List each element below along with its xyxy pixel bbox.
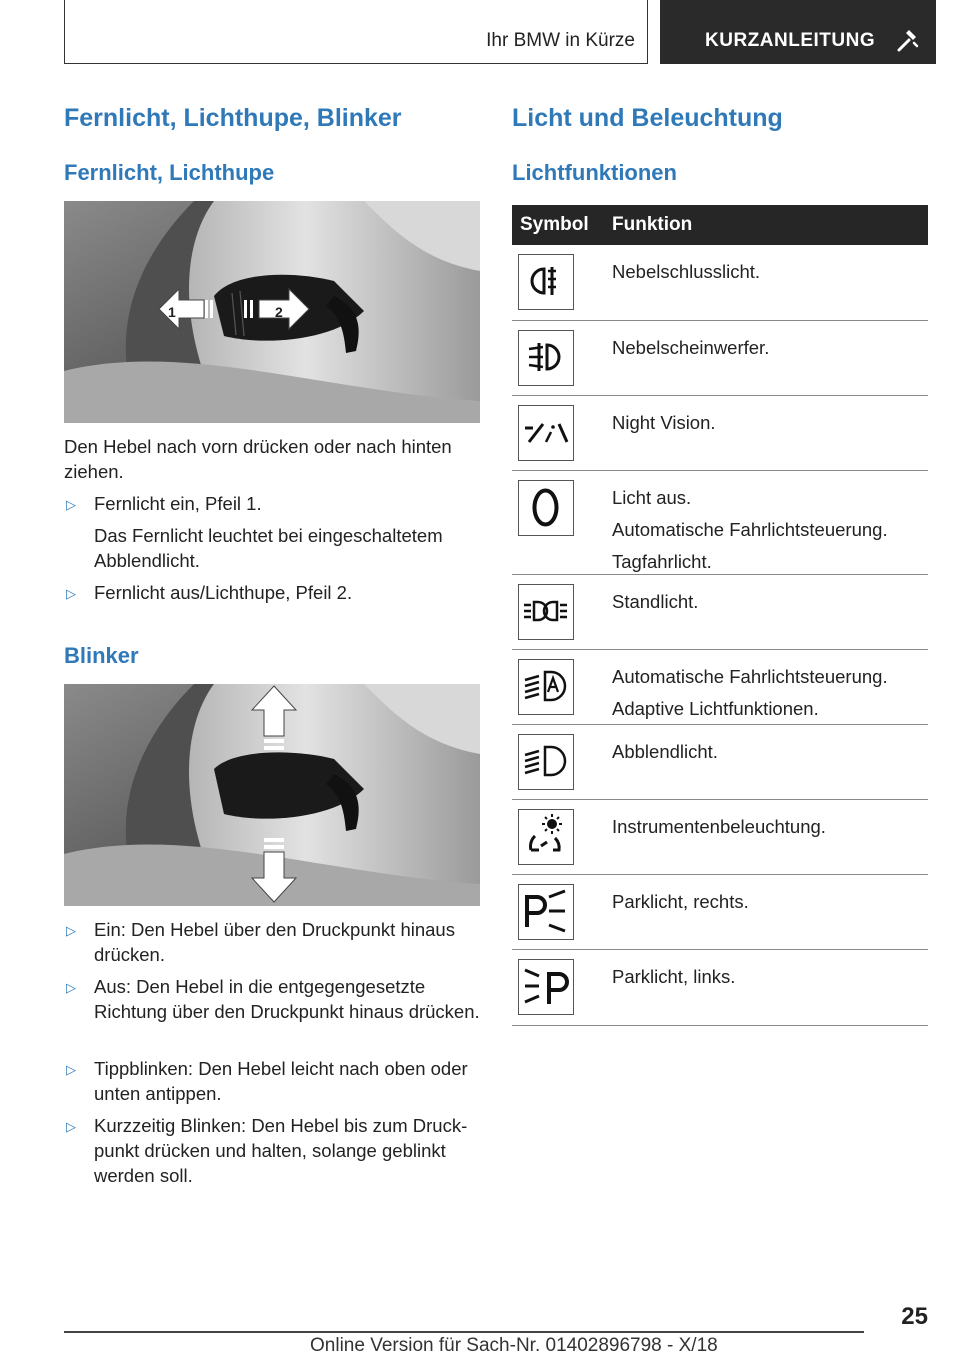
- bullet-text: Aus: Den Hebel in die entgegengesetzte Richtung über den Druckpunkt hinaus drücken.: [94, 976, 480, 1022]
- page-number: 25: [901, 1303, 928, 1330]
- function-line: Standlicht.: [612, 591, 699, 612]
- function-line: Night Vision.: [612, 412, 716, 433]
- high-beam-bullet-2: [64, 580, 480, 605]
- footer-divider: [64, 1331, 864, 1333]
- table-row: [512, 950, 928, 1026]
- header-section-title: Ihr BMW in Kürze: [486, 30, 635, 51]
- turn-signal-bullet-1: [64, 917, 480, 967]
- bullet-text: Kurzzeitig Blinken: Den Hebel bis zum Druckpunkt drücken und halten, solange geblinkt werden soll.: [94, 1115, 468, 1186]
- bullet-text: Fernlicht aus/Lichthupe, Pfeil 2.: [94, 582, 353, 603]
- table-row: [512, 875, 928, 950]
- arrow-label-1: 1: [168, 304, 176, 320]
- subsection-title-light-functions: Lichtfunktionen: [512, 160, 677, 185]
- function-text: [612, 811, 924, 843]
- function-text: [612, 407, 924, 439]
- high-beam-bullet-1: [64, 491, 480, 516]
- table-header-function: Funktion: [612, 214, 693, 235]
- table-row: [512, 575, 928, 650]
- function-line: Automatische Fahrlichtsteuerung.: [612, 666, 888, 687]
- bullet-text: Fernlicht ein, Pfeil 1.: [94, 493, 262, 514]
- table-row: [512, 725, 928, 800]
- table-row: [512, 396, 928, 471]
- bullet-triangle-icon: ▷: [66, 497, 76, 512]
- function-line: Tagfahrlicht.: [612, 551, 712, 572]
- side-light-icon: [518, 584, 574, 640]
- table-row: [512, 800, 928, 875]
- parking-light-right-icon: [518, 884, 574, 940]
- high-beam-bullet-1-detail: Das Fernlicht leuchtet bei eingeschaltetem Abblendlicht.: [94, 525, 443, 571]
- function-text: [612, 256, 924, 288]
- function-text: [612, 961, 924, 993]
- function-line: Adaptive Lichtfunktionen.: [612, 698, 819, 719]
- turn-signal-bullet-4: [64, 1113, 480, 1188]
- function-line: Automatische Fahrlichtsteuerung.: [612, 519, 888, 540]
- function-text: [612, 886, 924, 918]
- bullet-triangle-icon: ▷: [66, 1119, 76, 1134]
- function-line: Parklicht, links.: [612, 966, 736, 987]
- function-text: [612, 736, 924, 768]
- high-beam-intro: Den Hebel nach vorn drücken oder nach hinten ziehen.: [64, 436, 452, 482]
- subsection-title-turn-signal: Blinker: [64, 643, 139, 668]
- section-title-right: Licht und Beleuchtung: [512, 104, 783, 132]
- header-chapter-label: KURZANLEITUNG: [705, 30, 876, 51]
- function-line: Nebelschlusslicht.: [612, 261, 761, 282]
- header-chapter-tab: [660, 0, 936, 64]
- header-section-box: [64, 0, 648, 64]
- function-text: [612, 661, 924, 725]
- section-title-left: Fernlicht, Lichthupe, Blinker: [64, 104, 402, 132]
- rear-fog-light-icon: [518, 254, 574, 310]
- arrow-label-2: 2: [275, 304, 283, 320]
- turn-signal-bullet-3: [64, 1056, 480, 1106]
- bullet-triangle-icon: ▷: [66, 923, 76, 938]
- bullet-text: Ein: Den Hebel über den Druckpunkt hinaus drücken.: [94, 919, 455, 965]
- wrench-hammer-icon: [896, 29, 920, 53]
- table-row: [512, 471, 928, 575]
- function-line: Instrumentenbeleuchtung.: [612, 816, 826, 837]
- function-text: [612, 586, 924, 618]
- function-text: [612, 482, 924, 578]
- function-line: Abblendlicht.: [612, 741, 718, 762]
- bullet-text: Tippblinken: Den Hebel leicht nach oben oder unten antippen.: [94, 1058, 468, 1104]
- table-header-symbol: Symbol: [520, 214, 589, 235]
- turn-signal-lever-illustration: [64, 684, 480, 906]
- night-vision-icon: [518, 405, 574, 461]
- table-row: [512, 321, 928, 396]
- table-row: [512, 245, 928, 321]
- auto-light-icon: [518, 659, 574, 715]
- bullet-triangle-icon: ▷: [66, 586, 76, 601]
- subsection-title-high-beam: Fernlicht, Lichthupe: [64, 160, 275, 185]
- parking-light-left-icon: [518, 959, 574, 1015]
- light-functions-table: [512, 205, 928, 1026]
- high-beam-lever-illustration: [64, 201, 480, 423]
- front-fog-light-icon: [518, 330, 574, 386]
- function-text: [612, 332, 924, 364]
- function-line: Parklicht, rechts.: [612, 891, 749, 912]
- light-off-icon: [518, 480, 574, 536]
- instrument-lighting-icon: [518, 809, 574, 865]
- footer-online-version: Online Version für Sach-Nr. 01402896798 - X/18: [310, 1335, 718, 1356]
- bullet-triangle-icon: ▷: [66, 1062, 76, 1077]
- function-line: Nebelscheinwerfer.: [612, 337, 770, 358]
- table-row: [512, 650, 928, 725]
- table-header: [512, 205, 928, 245]
- low-beam-icon: [518, 734, 574, 790]
- function-line: Licht aus.: [612, 487, 692, 508]
- turn-signal-bullet-2: [64, 974, 480, 1024]
- bullet-triangle-icon: ▷: [66, 980, 76, 995]
